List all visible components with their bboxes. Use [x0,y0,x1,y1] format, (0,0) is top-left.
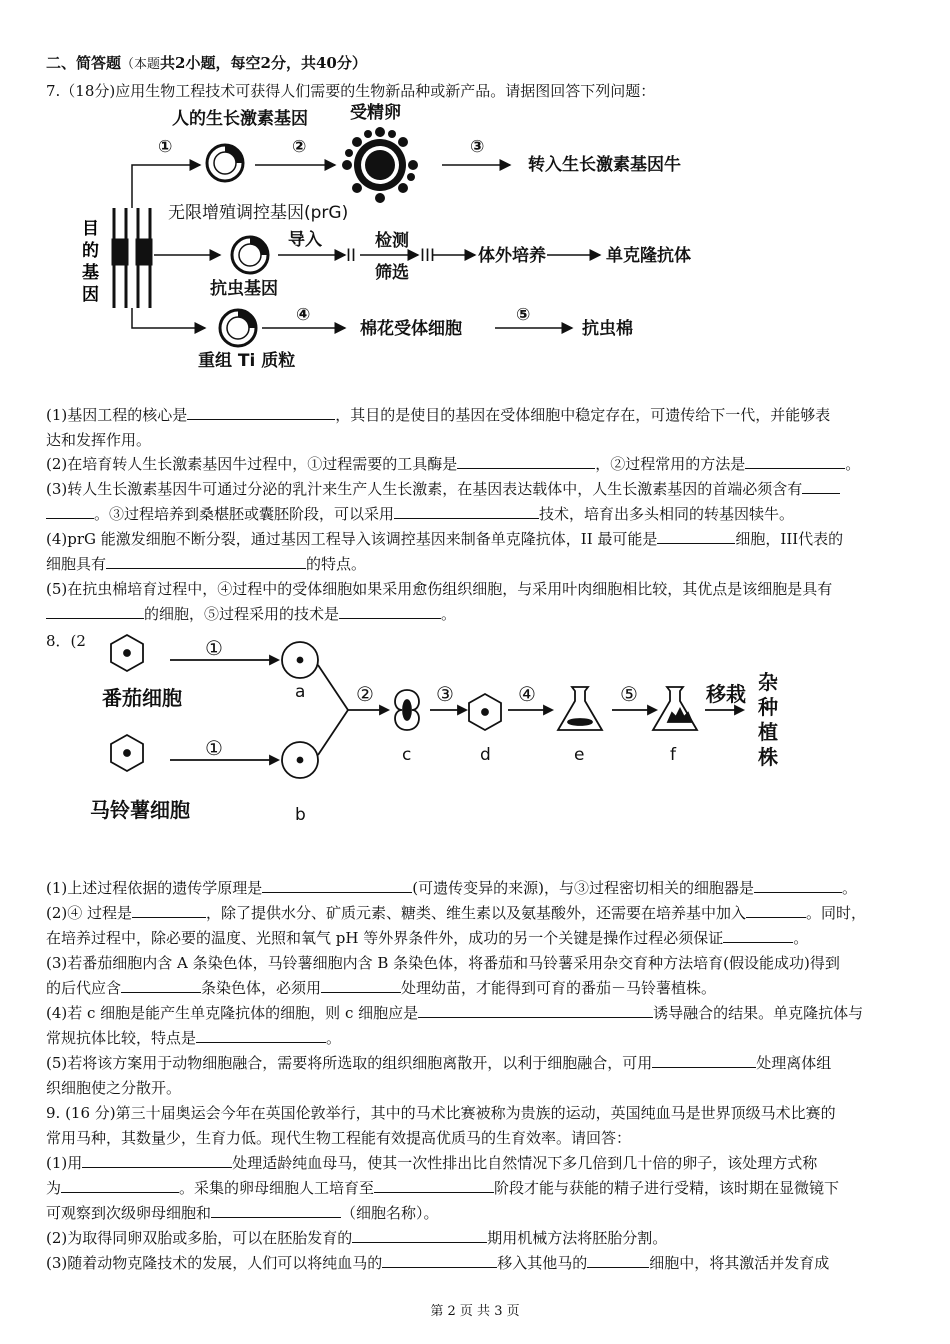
q9-p1d: 。采集的卵母细胞人工培育至 [179,1179,375,1197]
q9-p1-cont [46,1177,910,1199]
q9-p2a: (2)为取得同卵双胎或多胎，可以在胚胎发育的 [46,1229,353,1247]
q9-p1 [46,1152,910,1174]
q7-p3 [46,478,910,500]
q7-p1a: (1)基因工程的核心是 [46,406,188,424]
gene-side-label [82,219,99,305]
label-III: III [420,246,436,266]
q8-step-3: ③ [436,682,454,706]
q8-p5 [46,1052,910,1074]
answer-blank[interactable] [652,1052,756,1068]
page-footer: 第 2 页 共 3 页 [430,1304,520,1319]
q8-p3-cont [46,977,910,999]
q8-p2b: ，除了提供水分、矿质元素、糖类、维生素以及氨基酸外，还需要在培养基中加入 [206,904,747,922]
q8-p5b: 处理离体组 [756,1054,832,1072]
q8-diagram [80,625,800,840]
answer-blank[interactable] [339,603,441,619]
answer-blank[interactable] [46,603,144,619]
section-title: 二、简答题 [46,54,122,72]
answer-blank[interactable] [121,977,201,993]
q7-p4b: 细胞，III代表的 [735,530,844,548]
label-insect-gene: 抗虫基因 [210,279,278,299]
answer-blank[interactable] [457,453,595,469]
q7-p5a: (5)在抗虫棉培育过程中，④过程中的受体细胞如果采用愈伤组织细胞，与采用叶肉细胞相比较，其优点是该细胞是具有 [46,580,833,598]
q8-p3b: 的后代应含 [46,979,122,997]
answer-blank[interactable] [262,877,412,893]
q7-p5-cont [46,603,910,625]
q8-p1b: (可遗传变异的来源)，与③过程密切相关的细胞器是 [412,879,754,897]
section-note4: 分，共 [270,54,316,72]
q9-p1f: 可观察到次级卵母细胞和 [46,1204,212,1222]
section-note3: 小题，每空 [185,54,261,72]
label-ti-plasmid: 重组 Ti 质粒 [198,351,296,371]
label-zygote: 受精卵 [350,103,401,123]
q9-p1a: (1)用 [46,1154,83,1172]
label-import: 导入 [288,230,322,250]
answer-blank[interactable] [746,902,806,918]
q9-p1g: （细胞名称）。 [341,1204,439,1222]
side-char-1: 目 [82,219,99,239]
plasmid-1 [207,145,243,181]
label-culture: 体外培养 [478,246,546,266]
label-hgh-gene: 人的生长激素基因 [172,109,308,129]
q7-p4 [46,528,910,550]
answer-blank[interactable] [418,1002,653,1018]
step-4: ④ [296,305,311,325]
q8-p3c: 条染色体，必须用 [201,979,322,997]
step-1: ① [158,137,173,157]
q7-p2b: ，②过程常用的方法是 [595,455,746,473]
q8-p4d: 。 [326,1029,342,1047]
hybrid-char-3: 植 [758,720,778,744]
label-f: f [670,745,676,765]
label-insect-cotton: 抗虫棉 [582,319,633,339]
q9-p1-cont2 [46,1202,910,1224]
q9-intro1: 9. (16 分)第三十届奥运会今年在英国伦敦举行，其中的马术比赛被称为贵族的运动，英国纯血马是世界顶级马术比赛的 [46,1104,836,1122]
q7-p4d: 的特点。 [306,555,367,573]
step-5: ⑤ [516,305,531,325]
q7-p4a: (4)prG 能激发细胞不断分裂，通过基因工程导入该调控基因来制备单克隆抗体，II 最可能是 [46,530,658,548]
label-II: II [346,246,357,266]
answer-blank[interactable] [132,902,206,918]
answer-blank[interactable] [657,528,735,544]
q9-intro2: 常用马种，其数量少，生育力低。现代生物工程能有效提高优质马的生育效率。请回答： [46,1129,632,1147]
label-transplant: 移栽 [706,682,746,706]
q8-p4a: (4)若 c 细胞是能产生单克隆抗体的细胞，则 c 细胞应是 [46,1004,419,1022]
q8-p3 [46,952,910,974]
q8-p5-cont: 织细胞使之分散开。 [46,1079,182,1097]
step-2: ② [292,137,307,157]
dna-fragment [113,208,151,308]
label-cotton-cell: 棉花受体细胞 [360,319,462,339]
q9-p1b: 处理适龄纯血母马，使其一次性排出比自然情况下多几倍到几十倍的卵子，该处理方式称 [232,1154,818,1172]
q8-p1a: (1)上述过程依据的遗传学原理是 [46,879,263,897]
answer-blank[interactable] [46,503,94,519]
answer-blank[interactable] [374,1177,494,1193]
answer-blank[interactable] [106,553,306,569]
q9-p3 [46,1252,910,1274]
q7-p5c: 的细胞，⑤过程采用的技术是 [144,605,340,623]
q7-p2 [46,453,910,475]
answer-blank[interactable] [82,1152,232,1168]
hybrid-char-1: 杂 [758,670,778,694]
q8-p1 [46,877,910,899]
answer-blank[interactable] [321,977,401,993]
q7-diagram [60,100,760,375]
label-c: c [402,745,412,765]
answer-blank[interactable] [211,1202,341,1218]
q9-p2b: 期用机械方法将胚胎分割。 [487,1229,668,1247]
q7-p4c: 细胞具有 [46,555,107,573]
q7-p2c: 。 [845,455,861,473]
q7-p3-cont [46,503,910,525]
section-note: （本题 [121,57,161,72]
q8-p1c: 。 [841,879,857,897]
side-char-2: 的 [82,241,99,261]
q9-p2 [46,1227,910,1249]
section-n1: 2 [175,54,186,72]
label-detect: 检测 [375,231,409,251]
q7-p3d: 技术，培育出多头相同的转基因犊牛。 [539,505,795,523]
q8-step-4: ④ [518,682,536,706]
q8-p3d: 处理幼苗，才能得到可育的番茄－马铃薯植株。 [401,979,717,997]
label-prg: 无限增殖调控基因(prG) [168,203,349,223]
q8-intro: 8．(2 [46,632,86,650]
section-n2: 2 [260,54,271,72]
q8-p2a: (2)④ 过程是 [46,904,133,922]
q8-p2e: 。 [793,929,809,947]
q8-p2-cont [46,927,910,949]
answer-blank[interactable] [802,478,840,494]
answer-blank[interactable] [394,503,539,519]
plasmid-2 [232,237,268,273]
label-mab: 单克隆抗体 [606,246,691,266]
section-n3: 40 [315,54,337,72]
q7-p1 [46,404,910,426]
q8-p3a: (3)若番茄细胞内含 A 条染色体，马铃薯细胞内含 B 条染色体，将番茄和马铃薯采用杂交育种方法培育(假设能成功)得到 [46,954,840,972]
q7-p5d: 。 [441,605,457,623]
hybrid-char-4: 株 [758,745,778,769]
step-3: ③ [470,137,485,157]
label-e: e [574,745,585,765]
answer-blank[interactable] [587,1252,649,1268]
q8-step-1a: ① [205,636,223,660]
q8-p4-cont [46,1027,910,1049]
q7-intro: 7.（18分)应用生物工程技术可获得人们需要的生物新品种或新产品。请据图回答下列问题： [46,82,656,100]
section-note5: 分） [336,54,367,72]
q7-p4-cont [46,553,910,575]
q9-p3c: 细胞中，将其激活并发育成 [649,1254,830,1272]
q7-p2a: (2)在培育转人生长激素基因牛过程中，①过程需要的工具酶是 [46,455,458,473]
answer-blank[interactable] [723,927,793,943]
q8-p5a: (5)若将该方案用于动物细胞融合，需要将所选取的组织细胞离散开，以利于细胞融合，可用 [46,1054,653,1072]
q8-p4c: 常规抗体比较，特点是 [46,1029,197,1047]
hybrid-char-2: 种 [758,695,778,719]
answer-blank[interactable] [745,453,845,469]
label-b: b [295,805,306,825]
label-screen: 筛选 [375,263,409,283]
answer-blank[interactable] [187,404,335,420]
q8-p4b: 诱导融合的结果。单克隆抗体与 [653,1004,864,1022]
q8-step-2: ② [356,682,374,706]
q8-p4 [46,1002,910,1024]
label-d: d [480,745,491,765]
label-a: a [295,682,306,702]
q8-p2 [46,902,910,924]
answer-blank[interactable] [61,1177,179,1193]
q7-p5 [46,578,910,600]
plasmid-3 [220,310,256,346]
q7-p3a: (3)转人生长激素基因牛可通过分泌的乳汁来生产人生长激素，在基因表达载体中，人生长激素基因的首端必须含有 [46,480,803,498]
q7-p1b: ，其目的是使目的基因在受体细胞中稳定存在，可遗传给下一代，并能够表 [335,406,831,424]
label-potato-cell: 马铃薯细胞 [90,798,190,822]
answer-blank[interactable] [382,1252,497,1268]
label-transgenic-cow: 转入生长激素基因牛 [528,155,681,175]
zygote-icon [342,127,418,203]
answer-blank[interactable] [196,1027,326,1043]
section-heading [46,52,910,76]
q8-step-1b: ① [205,736,223,760]
q9-p3a: (3)随着动物克隆技术的发展，人们可以将纯血马的 [46,1254,383,1272]
label-tomato-cell: 番茄细胞 [102,686,182,710]
answer-blank[interactable] [754,877,842,893]
side-char-3: 基 [82,263,99,283]
q8-p2c: 。同时， [806,904,867,922]
section-note2: 共 [160,54,176,72]
answer-blank[interactable] [352,1227,487,1243]
side-char-4: 因 [82,285,99,305]
q7-p1c: 达和发挥作用。 [46,431,152,449]
q8-step-5: ⑤ [620,682,638,706]
q8-p2d: 在培养过程中，除必要的温度、光照和氧气 pH 等外界条件外，成功的另一个关键是操作过程必须保证 [46,929,724,947]
q9-p1e: 阶段才能与获能的精子进行受精，该时期在显微镜下 [494,1179,840,1197]
q9-p3b: 移入其他马的 [497,1254,588,1272]
q7-p3c: 。③过程培养到桑椹胚或囊胚阶段，可以采用 [94,505,395,523]
q9-p1c: 为 [46,1179,62,1197]
